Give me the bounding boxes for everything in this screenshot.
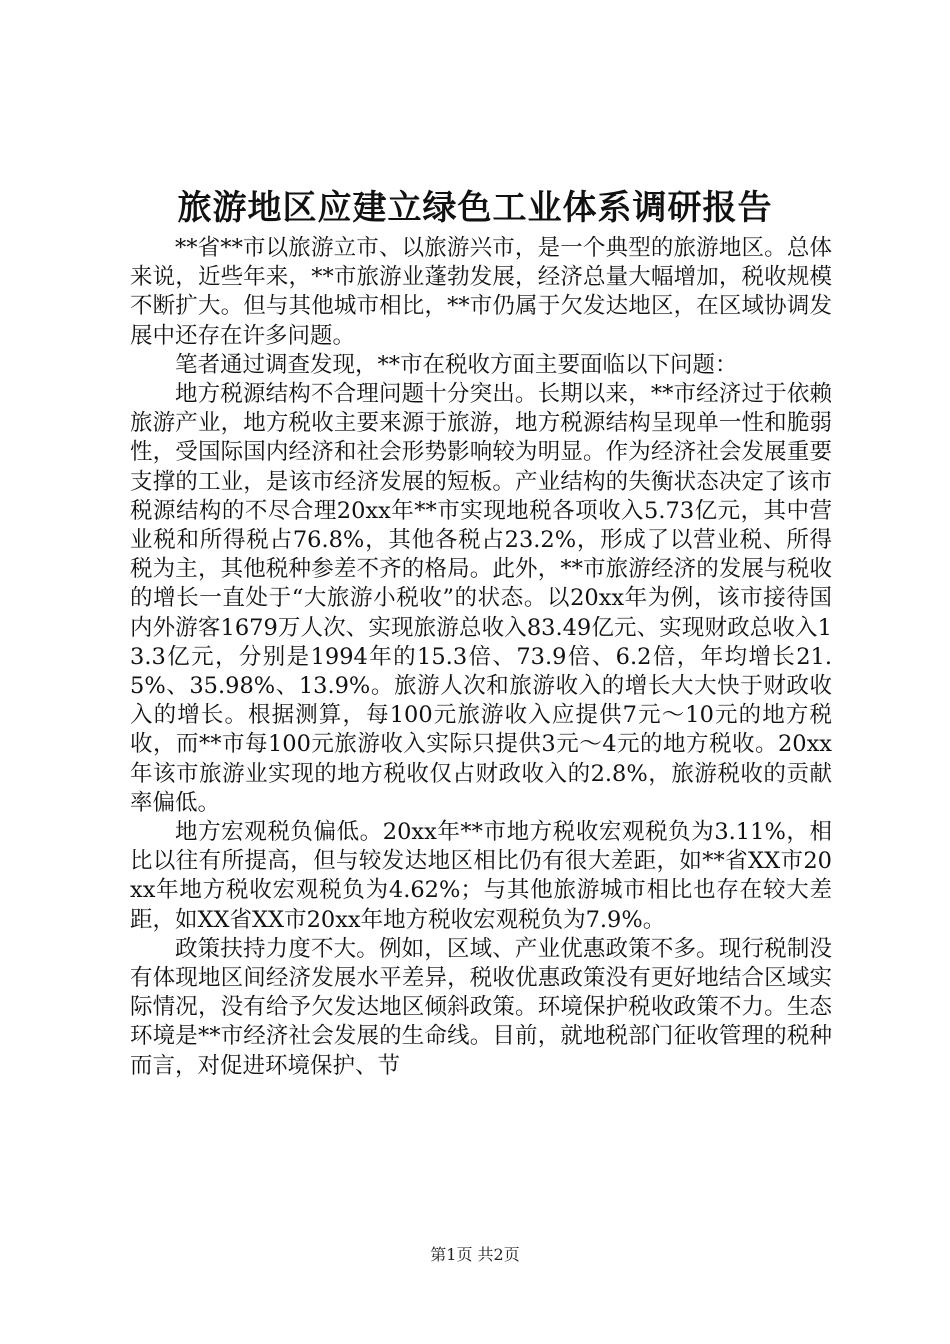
document-title: 旅游地区应建立绿色工业体系调研报告 (177, 188, 773, 228)
paragraph-tax-structure: 地方税源结构不合理问题十分突出。长期以来，**市经济过于依赖旅游产业，地方税收主要来源于旅游，地方税源结构呈现单一性和脆弱性，受国际国内经济和社会形势影响较为明显。作为经济社会发展重要支撑的工业，是该市经济发展的短板。产业结构的失衡状态决定了该市税源结构的不尽合理20xx年**市实现地税各项收入5.73亿元，其中营业税和所得税占76.8%，其他各税占23.2%，形成了以营业税、所得税为主，其他税种参差不齐的格局。此外，**市旅游经济的发展与税收的增长一直处于“大旅游小税收”的状态。以20xx年为例，该市接待国内外游客1679万人次、实现旅游总收入83.49亿元、实现财政总收入13.3亿元，分别是1994年的15.3倍、73.9倍、6.2倍，年均增长21.5%、35.98%、13.9%。旅游人次和旅游收入的增长大大快于财政收入的增长。根据测算，每100元旅游收入应提供7元～10元的地方税收，而**市每100元旅游收入实际只提供3元～4元的地方税收。20xx年该市旅游业实现的地方税收仅占财政收入的2.8%，旅游税收的贡献率偏低。 (130, 381, 832, 816)
document-body (130, 234, 832, 1081)
paragraph-intro: **省**市以旅游立市、以旅游兴市，是一个典型的旅游地区。总体来说，近些年来，**市旅游业蓬勃发展，经济总量大幅增加，税收规模不断扩大。但与其他城市相比，**市仍属于欠发达地区，在区域协调发展中还存在许多问题。 (130, 235, 832, 349)
page-number-footer: 第1页 共2页 (430, 1245, 520, 1264)
paragraph-policy-support: 政策扶持力度不大。例如，区域、产业优惠政策不多。现行税制没有体现地区间经济发展水平差异，税收优惠政策没有更好地结合区域实际情况，没有给予欠发达地区倾斜政策。环境保护税收政策不力。生态环境是**市经济社会发展的生命线。目前，就地税部门征收管理的税种而言，对促进环境保护、节 (130, 935, 832, 1079)
paragraph-findings-lead: 笔者通过调查发现，**市在税收方面主要面临以下问题： (175, 351, 738, 378)
paragraph-macro-tax-burden: 地方宏观税负偏低。20xx年**市地方税收宏观税负为3.11%，相比以往有所提高，但与较发达地区相比仍有很大差距，如**省XX市20xx年地方税收宏观税负为4.62%；与其他旅游城市相比也存在较大差距，如XX省XX市20xx年地方税收宏观税负为7.9%。 (130, 819, 832, 933)
